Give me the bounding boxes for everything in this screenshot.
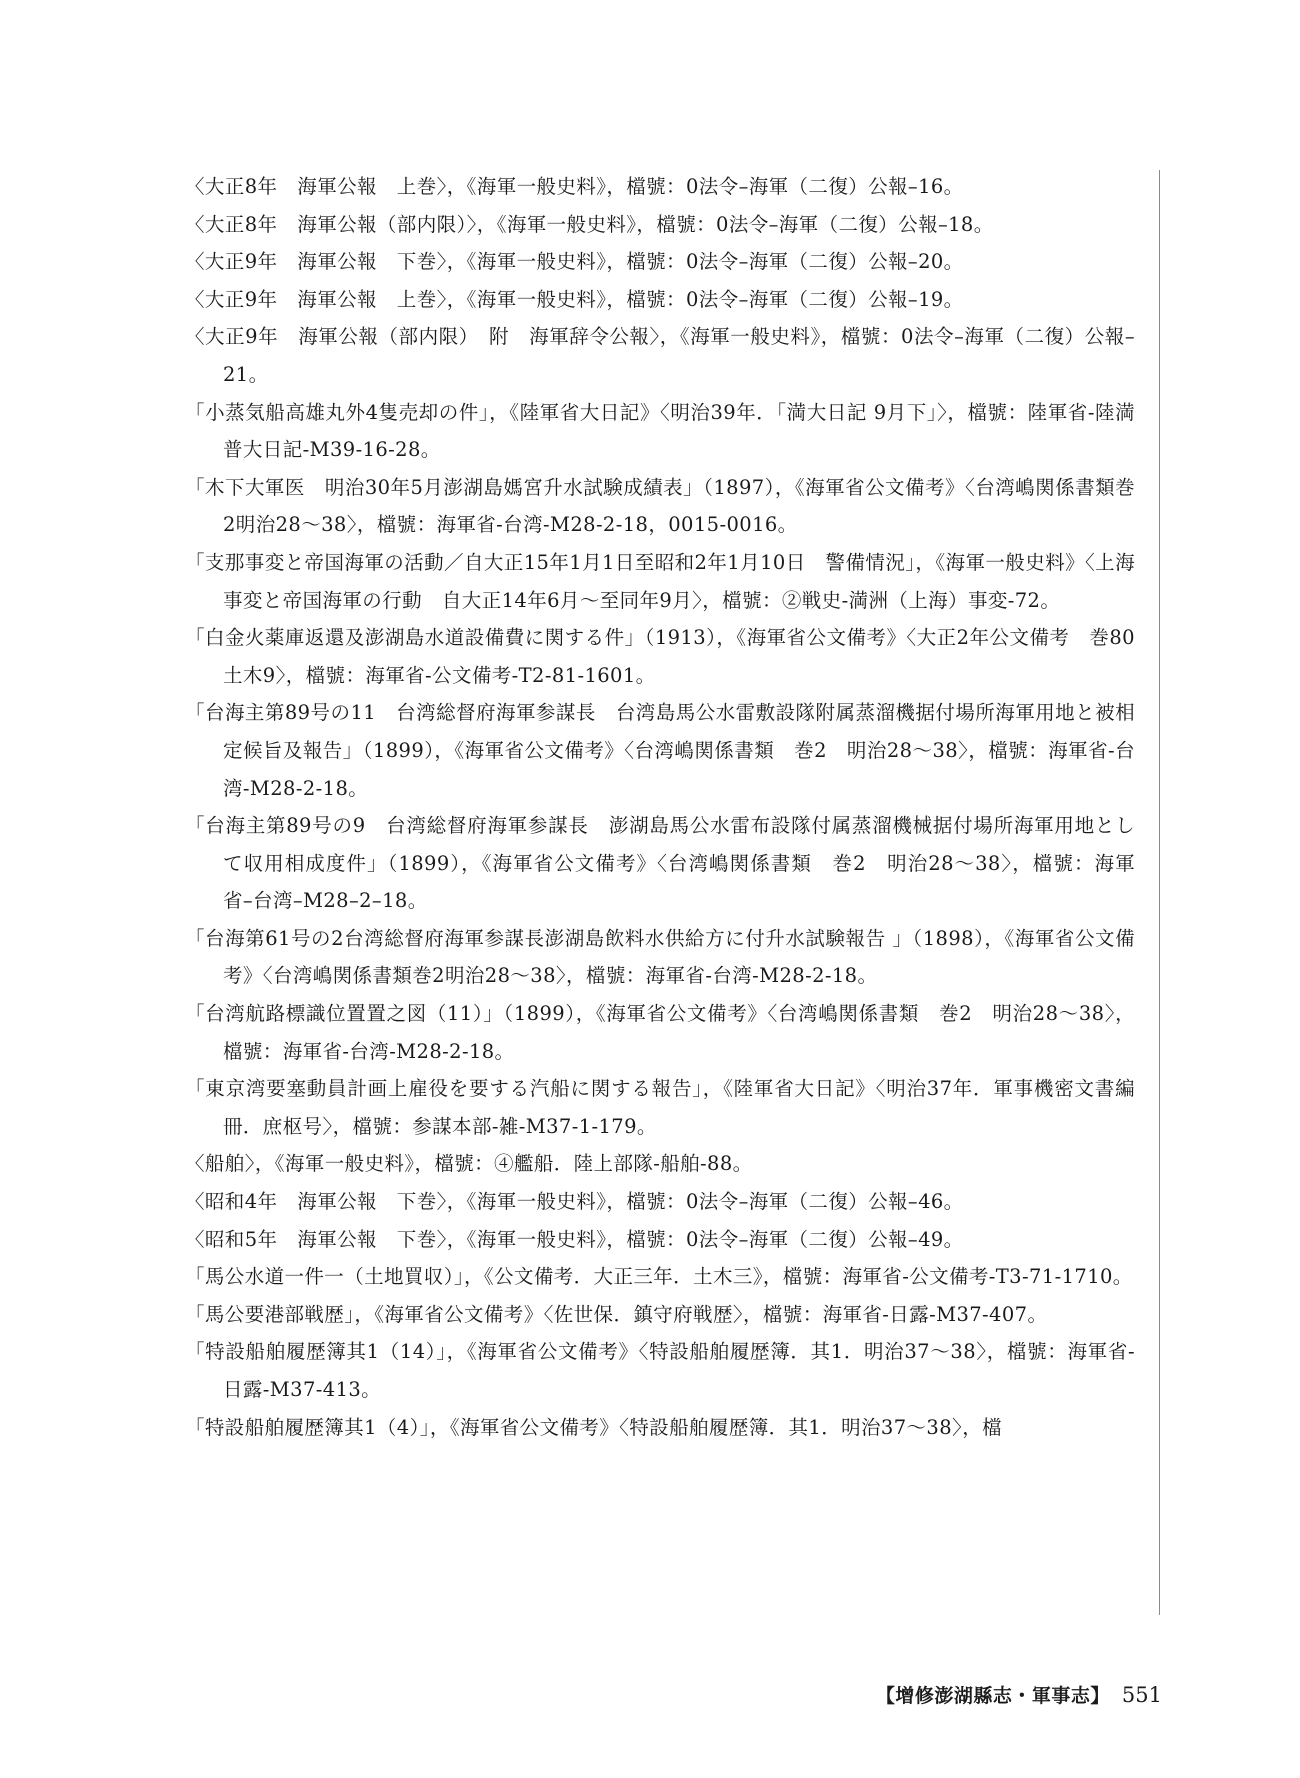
bibliography-entry: 「台海第61号の2台湾総督府海軍参謀長澎湖島飲料水供給方に付升水試験報告 」（1898），《海軍省公文備考》〈台湾嶋関係書類巻2明治28～38〉，檔號：海軍省-台湾-M28-2-18。 — [185, 926, 1135, 988]
bibliography-entry: 「馬公水道一件一（土地買収）」，《公文備考．大正三年．土木三》，檔號：海軍省-公文備考-T3-71-1710。 — [185, 1265, 1133, 1289]
bibliography-entry: 「木下大軍医 明治30年5月澎湖島媽宮升水試験成績表」（1897），《海軍省公文備考》〈台湾嶋関係書類巻2明治28～38〉，檔號：海軍省-台湾-M28-2-18，0015-0016。 — [185, 475, 1135, 537]
bibliography-entry: 「白金火薬庫返還及澎湖島水道設備費に関する件」（1913），《海軍省公文備考》〈大正2年公文備考 巻80 土木9〉，檔號：海軍省-公文備考-T2-81-1601。 — [185, 626, 1155, 687]
bibliography-entry: 「特設船舶履歴簿其1（4）」，《海軍省公文備考》〈特設船舶履歴簿．其1．明治37～38〉，檔 — [185, 1415, 1002, 1439]
bibliography-entry: 「支那事変と帝国海軍の活動／自大正15年1月1日至昭和2年1月10日 警備情況」，《海軍一般史料》〈上海事変と帝国海軍の行動 自大正14年6月～至同年9月〉，檔號：②戦史-満洲（上海）事変-72。 — [185, 550, 1135, 612]
bibliography-entry: 〈大正8年 海軍公報 上巻〉，《海軍一般史料》，檔號：0法令–海軍（二復）公報–16。 — [185, 175, 964, 198]
bibliography-entry: 〈大正9年 海軍公報 上巻〉，《海軍一般史料》，檔號：0法令–海軍（二復）公報–19。 — [185, 287, 964, 311]
bibliography-entry: 〈大正9年 海軍公報 下巻〉，《海軍一般史料》，檔號：0法令–海軍（二復）公報–20。 — [185, 250, 964, 274]
bibliography-entry: 「小蒸気船高雄丸外4隻売却の件」，《陸軍省大日記》〈明治39年．「満大日記 9月下」〉，檔號：陸軍省-陸満普大日記-M39-16-28。 — [185, 400, 1135, 462]
bibliography-entry: 〈大正9年 海軍公報（部内限） 附 海軍辞令公報〉，《海軍一般史料》，檔號：0法令–海軍（二復）公報–21。 — [185, 325, 1135, 386]
bibliography-entry: 「東京湾要塞動員計画上雇役を要する汽船に関する報告」，《陸軍省大日記》〈明治37年．軍事機密文書編冊．庶枢号〉，檔號：参謀本部-雑-M37-1-179。 — [185, 1077, 1135, 1138]
bibliography-entry: 〈大正8年 海軍公報（部内限）〉，《海軍一般史料》，檔號：0法令–海軍（二復）公報–18。 — [185, 212, 994, 236]
right-margin-rule — [1159, 170, 1160, 1615]
bibliography-entry: 〈昭和4年 海軍公報 下巻〉，《海軍一般史料》，檔號：0法令–海軍（二復）公報–46。 — [185, 1190, 964, 1214]
bibliography-entry: 「馬公要港部戦歴」，《海軍省公文備考》〈佐世保．鎮守府戦歴〉，檔號：海軍省-日露-M37-407。 — [185, 1302, 1048, 1326]
bibliography-entry: 「台海主第89号の9 台湾総督府海軍参謀長 澎湖島馬公水雷布設隊付属蒸溜機械据付場所海軍用地として収用相成度件」（1899），《海軍省公文備考》〈台湾嶋関係書類 巻2 明治28～38〉，檔號：海軍省–台湾–M28–2–18。 — [185, 814, 1135, 913]
bibliography-entry: 「特設船舶履歴簿其1（14）」，《海軍省公文備考》〈特設船舶履歴簿．其1．明治37～38〉，檔號：海軍省-日露-M37-413。 — [185, 1340, 1135, 1401]
bibliography-entry: 「台湾航路標識位置置之図（11）」（1899），《海軍省公文備考》〈台湾嶋関係書類 巻2 明治28～38〉，檔號：海軍省-台湾-M28-2-18。 — [185, 1002, 1135, 1063]
bibliography-entry: 〈船舶〉，《海軍一般史料》，檔號：④艦船．陸上部隊-船舶-88。 — [185, 1152, 753, 1176]
page-number: 551 — [1121, 1683, 1162, 1707]
page-footer — [876, 1683, 1162, 1708]
bibliography-entry: 「台海主第89号の11 台湾総督府海軍参謀長 台湾島馬公水雷敷設隊附属蒸溜機据付場所海軍用地と被相定候旨及報告」（1899），《海軍省公文備考》〈台湾嶋関係書類 巻2 明治28～38〉，檔號：海軍省-台湾-M28-2-18。 — [185, 701, 1135, 800]
bibliography-entry: 〈昭和5年 海軍公報 下巻〉，《海軍一般史料》，檔號：0法令–海軍（二復）公報–49。 — [185, 1227, 964, 1251]
bibliography-list — [185, 168, 1155, 1446]
book-title: 【增修澎湖縣志・軍事志】 — [875, 1685, 1110, 1707]
